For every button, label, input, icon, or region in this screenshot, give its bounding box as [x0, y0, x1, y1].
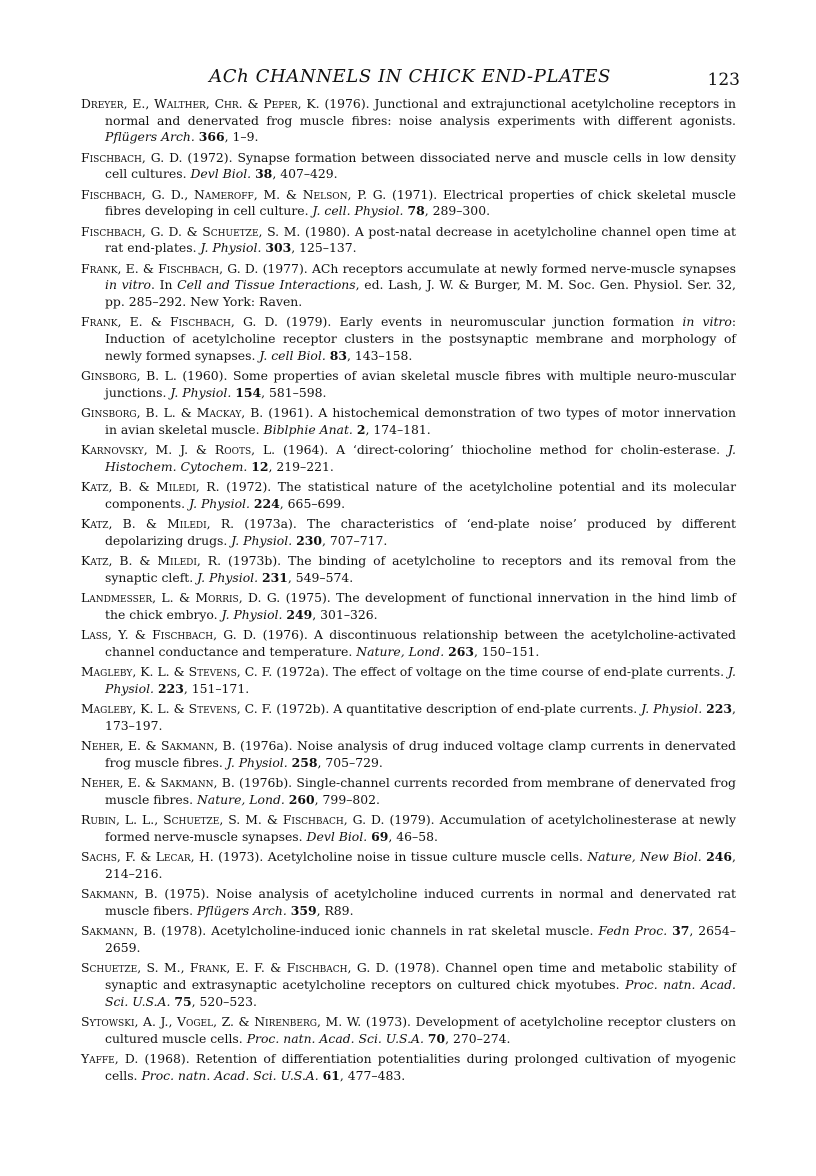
- reference-title: Acetylcholine noise in tissue culture muscle cells.: [267, 849, 583, 865]
- reference-entry: [81, 1051, 736, 1084]
- reference-journal: Nature, Lond.: [356, 643, 445, 659]
- reference-entry: [81, 368, 736, 401]
- reference-pages: , 174–181.: [365, 421, 431, 437]
- reference-year: (1973).: [218, 849, 264, 865]
- reference-volume: 70: [427, 1030, 446, 1046]
- reference-title: A post-natal decrease in acetylcholine channel open time at rat end-plates.: [105, 223, 736, 256]
- reference-volume: 38: [255, 166, 273, 182]
- reference-list: [81, 96, 736, 1088]
- reference-year: (1979).: [389, 812, 435, 828]
- reference-volume: 69: [371, 828, 389, 844]
- reference-title: The statistical nature of the acetylcholine potential and its molecular components.: [105, 479, 736, 511]
- reference-pages: , 214–216.: [105, 849, 736, 881]
- reference-pages: , 150–151.: [473, 643, 540, 659]
- reference-authors: Karnovsky, M. J. & Roots, L.: [81, 442, 276, 458]
- reference-volume: 224: [253, 495, 280, 511]
- reference-entry: [81, 96, 736, 146]
- reference-pages: , 173–197.: [105, 701, 736, 733]
- reference-volume: 231: [262, 569, 288, 585]
- reference-volume: 75: [174, 993, 192, 1009]
- page-number: 123: [707, 70, 740, 90]
- reference-volume: 154: [235, 384, 262, 400]
- reference-title: Development of acetylcholine receptor clusters on cultured muscle cells.: [105, 1013, 736, 1046]
- reference-title: Noise analysis of acetylcholine induced currents in normal and denervated rat muscle fibers.: [105, 886, 736, 918]
- reference-authors: Sachs, F. & Lecar, H.: [81, 849, 214, 865]
- reference-volume: 258: [291, 754, 318, 770]
- reference-title-italic: in vitro: [105, 277, 151, 293]
- reference-volume: 230: [296, 532, 322, 548]
- reference-journal: J. Physiol.: [231, 532, 293, 548]
- reference-journal: Biblphie Anat.: [263, 421, 353, 437]
- reference-authors: Fischbach, G. D.: [81, 149, 183, 165]
- reference-authors: Magleby, K. L. & Stevens, C. F.: [81, 701, 273, 717]
- reference-year: (1972a).: [276, 664, 329, 680]
- reference-year: (1976).: [324, 96, 370, 111]
- reference-entry: [81, 442, 736, 475]
- reference-journal: J. Physiol.: [170, 384, 232, 400]
- reference-entry: [81, 812, 736, 845]
- reference-year: (1976a).: [240, 738, 293, 754]
- reference-authors: Ginsborg, B. L. & Mackay, B.: [81, 405, 264, 421]
- reference-pages: , 301–326.: [312, 606, 378, 622]
- reference-pages: , 2654–2659.: [105, 923, 736, 955]
- reference-journal: J. Physiol.: [189, 495, 250, 511]
- reference-pages: , 520–523.: [191, 993, 257, 1009]
- reference-pages: , 477–483.: [339, 1067, 406, 1083]
- reference-title: Single-channel currents recorded from membrane of denervated frog muscle fibres.: [105, 775, 736, 807]
- reference-journal: Pflügers Arch.: [105, 129, 195, 145]
- reference-entry: [81, 261, 736, 311]
- reference-journal: Pflügers Arch.: [196, 902, 287, 918]
- reference-pages: , R89.: [316, 902, 354, 918]
- reference-volume: 78: [407, 203, 425, 219]
- reference-year: (1978).: [394, 960, 440, 976]
- reference-title: The effect of voltage on the time course of end-plate currents.: [332, 664, 725, 680]
- reference-year: (1971).: [392, 186, 438, 202]
- reference-volume: 223: [157, 680, 184, 696]
- reference-pages: , 705–729.: [317, 754, 383, 770]
- reference-pages: , 581–598.: [261, 384, 327, 400]
- reference-journal: J. Physiol.: [200, 240, 262, 256]
- reference-year: (1978).: [161, 923, 207, 939]
- reference-volume: 83: [329, 347, 347, 363]
- reference-year: (1973a).: [244, 516, 297, 532]
- reference-journal: Proc. natn. Acad. Sci. U.S.A.: [141, 1067, 319, 1083]
- reference-title: A ‘direct-coloring’ thiocholine method for cholin-esterase.: [336, 442, 721, 458]
- reference-journal: Proc. natn. Acad. Sci. U.S.A.: [246, 1030, 424, 1046]
- reference-entry: [81, 150, 736, 183]
- reference-entry: [81, 590, 736, 623]
- reference-authors: Frank, E. & Fischbach, G. D.: [81, 314, 278, 330]
- reference-title: A discontinuous relationship between the acetylcholine-activated channel conductance and temperature.: [105, 627, 736, 659]
- reference-year: (1972).: [187, 149, 233, 165]
- reference-entry: [81, 553, 736, 586]
- reference-entry: [81, 701, 736, 734]
- reference-entry: [81, 479, 736, 512]
- reference-volume: 359: [290, 902, 317, 918]
- reference-year: (1968).: [144, 1050, 190, 1066]
- reference-year: (1975).: [285, 590, 331, 606]
- reference-title: Early events in neuromuscular junction formation: [339, 314, 675, 330]
- reference-journal: J. Histochem. Cytochem.: [105, 442, 736, 474]
- reference-authors: Katz, B. & Miledi, R.: [81, 516, 235, 532]
- reference-entry: [81, 405, 736, 438]
- reference-authors: Magleby, K. L. & Stevens, C. F.: [81, 664, 273, 680]
- reference-year: (1964).: [283, 442, 329, 458]
- reference-journal: Devl Biol.: [306, 828, 368, 844]
- reference-volume: 37: [672, 923, 690, 939]
- reference-entry: [81, 664, 736, 697]
- reference-title: Acetylcholine-induced ionic channels in rat skeletal muscle.: [211, 923, 594, 939]
- reference-year: (1975).: [164, 886, 210, 902]
- reference-authors: Ginsborg, B. L.: [81, 368, 177, 384]
- reference-title: A quantitative description of end-plate currents.: [333, 701, 638, 717]
- reference-volume: 12: [251, 458, 269, 474]
- reference-pages: , 799–802.: [314, 791, 380, 807]
- reference-authors: Frank, E. & Fischbach, G. D.: [81, 260, 259, 276]
- reference-volume: 2: [356, 421, 366, 437]
- reference-pages: , 46–58.: [388, 828, 438, 844]
- reference-authors: Neher, E. & Sakmann, B.: [81, 738, 236, 754]
- reference-journal: Nature, Lond.: [196, 791, 285, 807]
- reference-journal: Fedn Proc.: [598, 923, 668, 939]
- reference-journal: Nature, New Biol.: [587, 849, 702, 865]
- reference-authors: Rubin, L. L., Schuetze, S. M. & Fischbach, G. D.: [81, 812, 385, 828]
- reference-authors: Fischbach, G. D., Nameroff, M. & Nelson, P. G.: [81, 186, 387, 202]
- reference-title: The characteristics of ‘end-plate noise’ produced by different depolarizing drugs.: [105, 516, 736, 548]
- reference-journal: J. Physiol.: [221, 606, 283, 622]
- reference-year: (1973).: [365, 1013, 411, 1029]
- reference-title-tail: . In: [150, 277, 173, 293]
- reference-pages: , ed. Lash, J. W. & Burger, M. M. Soc. Gen. Physiol. Ser. 32, pp. 285–292. New York: Raven.: [105, 277, 736, 310]
- reference-journal: J. cell. Physiol.: [312, 203, 404, 219]
- reference-journal: Devl Biol.: [190, 166, 252, 182]
- reference-authors: Katz, B. & Miledi, R.: [81, 553, 222, 569]
- reference-authors: Landmesser, L. & Morris, D. G.: [81, 590, 281, 606]
- reference-entry: [81, 738, 736, 771]
- reference-journal: Cell and Tissue Interactions: [177, 277, 356, 293]
- running-title: ACh CHANNELS IN CHICK END-PLATES: [209, 66, 611, 87]
- reference-title: ACh receptors accumulate at newly formed nerve-muscle synapses: [311, 260, 736, 276]
- reference-authors: Fischbach, G. D. & Schuetze, S. M.: [81, 223, 301, 239]
- reference-year: (1976b).: [239, 775, 293, 791]
- reference-entry: [81, 960, 736, 1010]
- reference-title: Electrical properties of chick skeletal muscle fibres developing in cell culture.: [105, 186, 736, 219]
- reference-title: A histochemical demonstration of two types of motor innervation in avian skeletal muscle.: [105, 405, 736, 437]
- reference-year: (1961).: [268, 405, 314, 421]
- reference-entry: [81, 775, 736, 808]
- reference-title: Channel open time and metabolic stability of synaptic and extrasynaptic acetylcholine receptors on cultured chick myotubes.: [105, 960, 736, 992]
- reference-pages: , 707–717.: [321, 532, 388, 548]
- reference-journal: J. cell Biol.: [259, 347, 326, 363]
- reference-authors: Neher, E. & Sakmann, B.: [81, 775, 235, 791]
- reference-entry: [81, 627, 736, 660]
- reference-pages: , 125–137.: [291, 240, 357, 256]
- reference-journal: J. Physiol.: [641, 701, 703, 717]
- reference-entry: [81, 187, 736, 220]
- reference-year: (1977).: [262, 260, 308, 276]
- reference-volume: 61: [322, 1067, 340, 1083]
- reference-volume: 303: [265, 240, 292, 256]
- reference-pages: , 665–699.: [279, 495, 346, 511]
- reference-pages: , 1–9.: [224, 129, 259, 145]
- reference-authors: Lass, Y. & Fischbach, G. D.: [81, 627, 257, 643]
- reference-volume: 260: [288, 791, 315, 807]
- reference-title: Accumulation of acetylcholinesterase at newly formed nerve-muscle synapses.: [105, 812, 736, 844]
- reference-pages: , 143–158.: [347, 347, 413, 363]
- reference-title: Junctional and extrajunctional acetylcholine receptors in normal and denervated frog muscle fibres: noise analysis experiments with different agonists.: [105, 96, 736, 128]
- reference-pages: , 219–221.: [268, 458, 334, 474]
- reference-authors: Sakmann, B.: [81, 923, 157, 939]
- reference-journal: J. Physiol.: [226, 754, 288, 770]
- reference-volume: 246: [706, 849, 733, 865]
- reference-journal: J. Physiol.: [105, 664, 736, 696]
- reference-entry: [81, 849, 736, 882]
- reference-authors: Yaffe, D.: [81, 1050, 139, 1066]
- reference-year: (1976).: [262, 627, 308, 643]
- reference-year: (1973b).: [228, 553, 282, 569]
- reference-title: Synapse formation between dissociated nerve and muscle cells in low density cell cultures.: [105, 149, 736, 182]
- reference-title: The development of functional innervation in the hind limb of the chick embryo.: [105, 590, 736, 622]
- reference-entry: [81, 516, 736, 549]
- reference-entry: [81, 923, 736, 956]
- reference-volume: 366: [198, 129, 225, 145]
- reference-volume: 263: [448, 643, 474, 659]
- reference-title-tail: : Induction of acetylcholine receptor clusters in the postsynaptic membrane and morphology of newly formed synapses.: [105, 314, 736, 363]
- reference-title: Some properties of avian skeletal muscle fibres with multiple neuro-muscular junctions.: [105, 368, 736, 400]
- reference-volume: 249: [286, 606, 313, 622]
- reference-authors: Sakmann, B.: [81, 886, 158, 902]
- reference-authors: Katz, B. & Miledi, R.: [81, 479, 220, 495]
- reference-title: Noise analysis of drug induced voltage clamp currents in denervated frog muscle fibres.: [105, 738, 736, 770]
- reference-title-italic: in vitro: [682, 314, 732, 330]
- reference-journal: Proc. natn. Acad. Sci. U.S.A.: [105, 976, 736, 1009]
- reference-pages: , 407–429.: [272, 166, 338, 182]
- reference-volume: 223: [706, 701, 732, 717]
- reference-pages: , 151–171.: [183, 680, 250, 696]
- reference-journal: J. Physiol.: [197, 569, 259, 585]
- reference-entry: [81, 224, 736, 257]
- reference-pages: , 289–300.: [424, 203, 491, 219]
- reference-authors: Schuetze, S. M., Frank, E. F. & Fischbach, G. D.: [81, 960, 390, 976]
- reference-year: (1972).: [226, 479, 272, 495]
- reference-entry: [81, 886, 736, 919]
- reference-year: (1972b).: [276, 701, 330, 717]
- reference-entry: [81, 1014, 736, 1047]
- reference-authors: Dreyer, E., Walther, Chr. & Peper, K.: [81, 96, 320, 111]
- reference-entry: [81, 314, 736, 364]
- reference-year: (1979).: [286, 314, 332, 330]
- reference-title: The binding of acetylcholine to receptors and its removal from the synaptic cleft.: [105, 553, 736, 585]
- reference-year: (1980).: [305, 223, 351, 239]
- reference-year: (1960).: [182, 368, 228, 384]
- reference-title: Retention of differentiation potentialities during prolonged cultivation of myogenic cells.: [105, 1050, 736, 1083]
- reference-pages: , 270–274.: [445, 1030, 511, 1046]
- reference-pages: , 549–574.: [287, 569, 354, 585]
- reference-authors: Sytowski, A. J., Vogel, Z. & Nirenberg, M. W.: [81, 1013, 362, 1029]
